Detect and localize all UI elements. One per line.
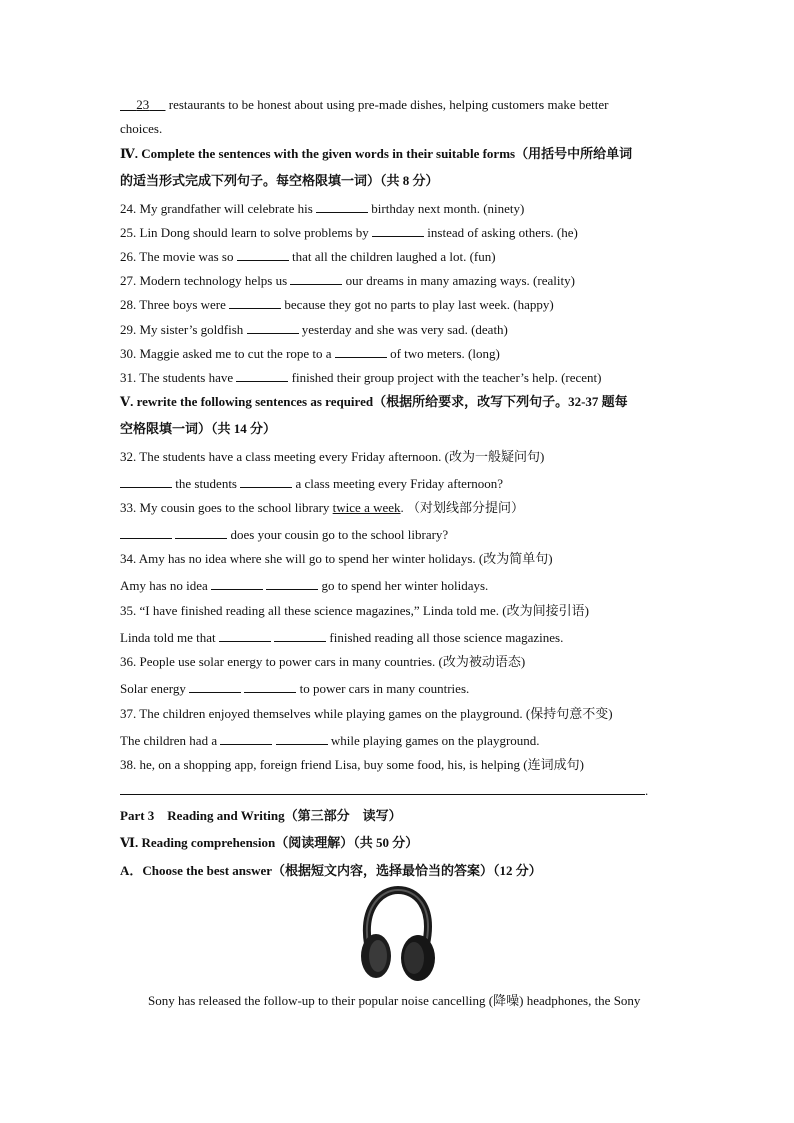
section-4-heading: Ⅳ. Complete the sentences with the given words in their suitable forms（用括号中所给单词 [120,146,633,161]
q23-text: restaurants to be honest about using pre-made dishes, helping customers make better [165,97,609,112]
q23-number: 23 [136,97,150,112]
part-3-heading: Part 3 Reading and Writing（第三部分 读写） [120,808,402,823]
answer-blank[interactable] [211,577,263,590]
answer-blank[interactable] [236,369,288,382]
question-24: 24. My grandfather will celebrate his birthday next month. (ninety) [120,201,525,216]
answer-blank[interactable] [372,224,424,237]
question-34: 34. Amy has no idea where she will go to spend her winter holidays. (改为简单句) [120,551,553,566]
section-5-heading: Ⅴ. rewrite the following sentences as required（根据所给要求，改写下列句子。32-37 题每 [120,394,628,409]
question-30: 30. Maggie asked me to cut the rope to a of two meters. (long) [120,346,500,361]
answer-blank[interactable] [290,272,342,285]
answer-35: Linda told me that finished reading all those science magazines. [120,630,564,645]
answer-blank[interactable] [240,475,292,488]
answer-blank[interactable] [229,296,281,309]
question-35: 35. “I have finished reading all these science magazines,” Linda told me. (改为间接引语) [120,603,589,618]
question-32: 32. The students have a class meeting every Friday afternoon. (改为一般疑问句) [120,449,545,464]
answer-38: . [120,780,680,799]
question-38: 38. he, on a shopping app, foreign friend Lisa, buy some food, his, is helping (连词成句) [120,757,584,772]
answer-blank[interactable] [266,577,318,590]
section-4-heading-cont: 的适当形式完成下列句子。每空格限填一词）（共 8 分） [120,173,439,188]
answer-line[interactable] [120,780,645,795]
question-25: 25. Lin Dong should learn to solve problems by instead of asking others. (he) [120,225,578,240]
underlined-phrase: twice a week [332,500,401,515]
question-36: 36. People use solar energy to power cars in many countries. (改为被动语态) [120,654,526,669]
section-5-heading-cont: 空格限填一词）（共 14 分） [120,421,277,436]
answer-blank[interactable] [335,345,387,358]
question-33: 33. My cousin goes to the school library twice a week. （对划线部分提问） [120,500,525,515]
question-26: 26. The movie was so that all the children laughed a lot. (fun) [120,249,496,264]
answer-37: The children had a while playing games on the playground. [120,733,540,748]
answer-34: Amy has no idea go to spend her winter holidays. [120,578,489,593]
answer-blank[interactable] [189,680,241,693]
section-6-heading: Ⅵ. Reading comprehension（阅读理解）（共 50 分） [120,835,419,850]
answer-blank[interactable] [120,526,172,539]
answer-blank[interactable] [237,248,289,261]
passage-text: Sony has released the follow-up to their popular noise cancelling (降噪) headphones, the Sony [148,993,641,1008]
answer-blank[interactable] [316,200,368,213]
question-28: 28. Three boys were because they got no parts to play last week. (happy) [120,297,554,312]
question-29: 29. My sister’s goldfish yesterday and she was very sad. (death) [120,322,508,337]
answer-33: does your cousin go to the school library? [120,526,680,543]
answer-blank[interactable] [219,629,271,642]
headphones-image [354,886,440,982]
answer-blank[interactable] [247,321,299,334]
q23-continuation: choices. [120,121,163,136]
answer-blank[interactable] [175,526,227,539]
headphones-icon [354,886,440,982]
answer-blank[interactable] [220,732,272,745]
q23-line [120,97,680,113]
answer-36: Solar energy to power cars in many countries. [120,681,470,696]
answer-32: the students a class meeting every Friday afternoon? [120,475,680,492]
answer-blank[interactable] [276,732,328,745]
question-31: 31. The students have finished their group project with the teacher’s help. (recent) [120,370,602,385]
question-27: 27. Modern technology helps us our dreams in many amazing ways. (reality) [120,273,575,288]
answer-blank[interactable] [244,680,296,693]
answer-blank[interactable] [274,629,326,642]
question-37: 37. The children enjoyed themselves while playing games on the playground. (保持句意不变) [120,706,613,721]
answer-blank[interactable] [120,475,172,488]
section-a-heading: A．Choose the best answer（根据短文内容，选择最恰当的答案）（12 分） [120,863,542,878]
